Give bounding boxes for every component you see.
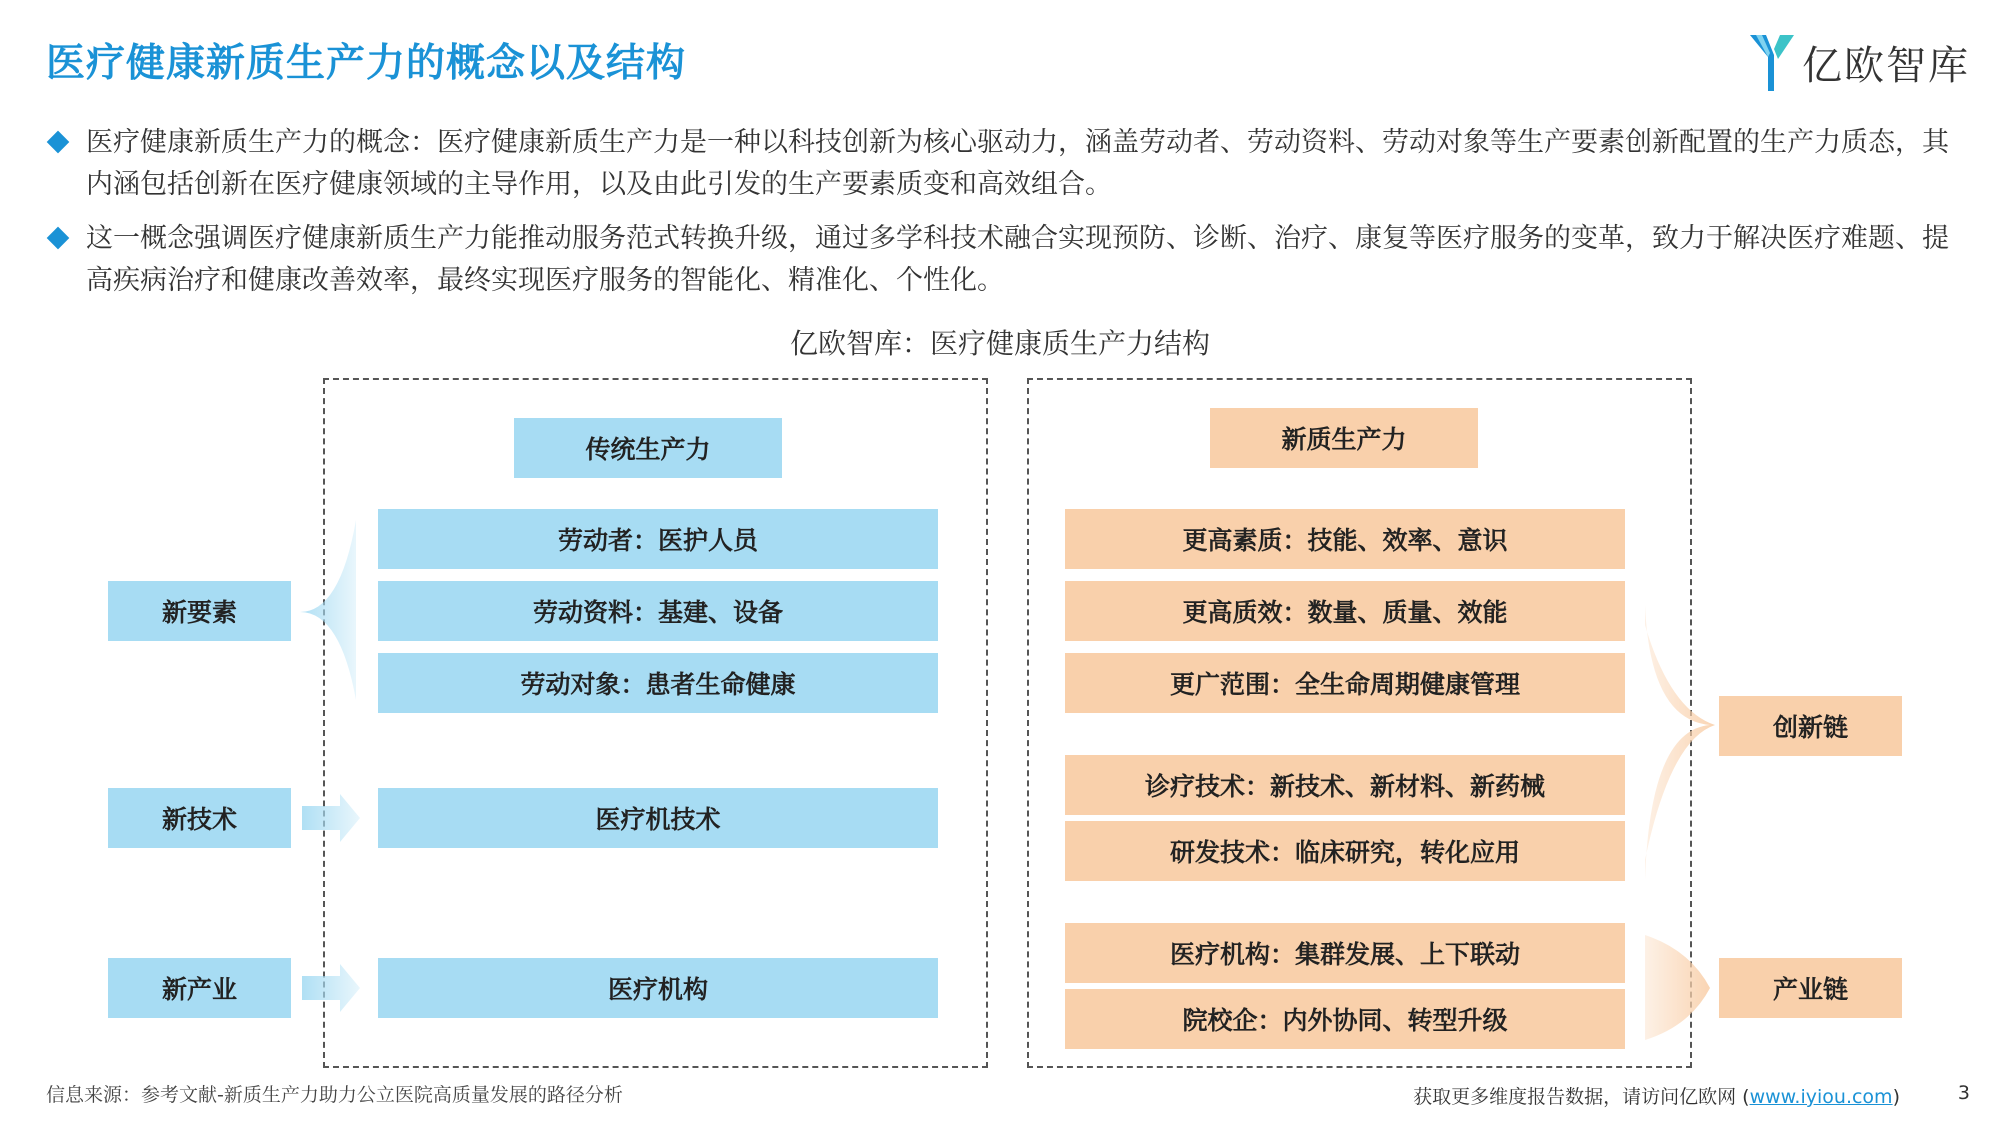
traditional-item: 医疗机技术 [378,788,938,848]
label-new-tech: 新技术 [108,788,291,848]
page-title: 医疗健康新质生产力的概念以及结构 [46,41,687,86]
website-link[interactable]: www.iyiou.com [1749,1086,1893,1108]
new-quality-item: 更高素质：技能、效率、意识 [1065,509,1625,569]
fan-connector-industry-chain [1645,935,1710,1040]
label-innovation-chain: 创新链 [1719,696,1902,756]
fan-connector-new-elements [300,520,356,700]
new-quality-item: 诊疗技术：新技术、新材料、新药械 [1065,755,1625,815]
bullet-text: 这一概念强调医疗健康新质生产力能推动服务范式转换升级，通过多学科技术融合实现预防、诊断、治疗、康复等医疗服务的变革，致力于解决医疗难题、提高疾病治疗和健康改善效率，最终实现医疗服务的智能化、精准化、个性化。 [86,223,1949,296]
arrow-new-tech [302,794,360,842]
more-info [1413,1082,1900,1109]
label-industry-chain: 产业链 [1719,958,1902,1018]
arrow-new-industry [302,964,360,1012]
diagram-title: 亿欧智库：医疗健康质生产力结构 [789,327,1210,360]
more-info-text: 获取更多维度报告数据，请访问亿欧网 ( [1413,1086,1750,1108]
label-new-elements: 新要素 [108,581,291,641]
new-quality-item: 院校企：内外协同、转型升级 [1065,989,1625,1049]
new-quality-item: 医疗机构：集群发展、上下联动 [1065,923,1625,983]
close-paren: ) [1892,1086,1900,1108]
traditional-item: 劳动资料：基建、设备 [378,581,938,641]
new-quality-header: 新质生产力 [1210,408,1478,468]
bullet-text: 医疗健康新质生产力的概念：医疗健康新质生产力是一种以科技创新为核心驱动力，涵盖劳动者、劳动资料、劳动对象等生产要素创新配置的生产力质态，其内涵包括创新在医疗健康领域的主导作用，以及由此引发的生产要素质变和高效组合。 [86,127,1949,200]
new-quality-item: 研发技术：临床研究，转化应用 [1065,821,1625,881]
new-quality-item: 更广范围：全生命周期健康管理 [1065,653,1625,713]
source-note: 信息来源：参考文献-新质生产力助力公立医院高质量发展的路径分析 [46,1084,623,1106]
traditional-header: 传统生产力 [514,418,782,478]
traditional-item: 劳动对象：患者生命健康 [378,653,938,713]
page-number: 3 [1957,1082,1970,1104]
traditional-item: 医疗机构 [378,958,938,1018]
new-quality-item: 更高质效：数量、质量、效能 [1065,581,1625,641]
label-new-industry: 新产业 [108,958,291,1018]
traditional-item: 劳动者：医护人员 [378,509,938,569]
fan-connector-innovation-chain [1645,605,1715,880]
logo-text: 亿欧智库 [1802,42,1970,89]
